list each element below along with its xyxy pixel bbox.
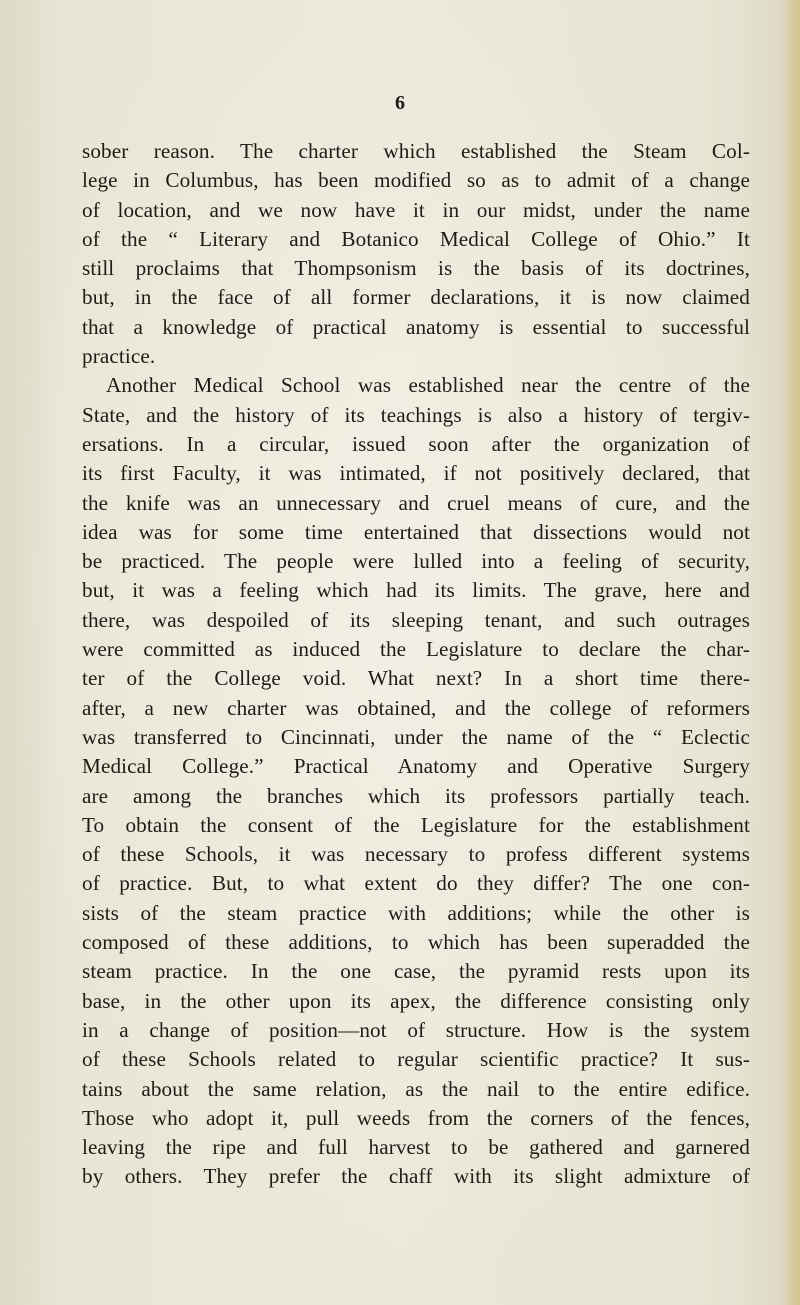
text-line: sober reason. The charter which established the Steam Col-	[82, 139, 750, 163]
text-line: practice.	[82, 344, 156, 369]
text-line: by others. They prefer the chaff with its slight admixture of	[82, 1164, 750, 1189]
text-line: of these Schools related to regular scientific practice? It sus-	[82, 1047, 750, 1072]
body-text	[82, 137, 750, 1192]
text-line: after, a new charter was obtained, and the college of reformers	[82, 695, 750, 720]
text-line: Medical College.” Practical Anatomy and Operative Surgery	[82, 754, 750, 779]
text-line: steam practice. In the one case, the pyramid rests upon its	[82, 959, 750, 984]
text-line: but, it was a feeling which had its limits. The grave, here and	[82, 578, 750, 603]
text-line: of these Schools, it was necessary to profess different systems	[82, 842, 750, 867]
text-line: State, and the history of its teachings is also a history of tergiv-	[82, 402, 750, 427]
text-line: still proclaims that Thompsonism is the basis of its doctrines,	[82, 256, 750, 281]
text-line: leaving the ripe and full harvest to be gathered and garnered	[82, 1135, 750, 1160]
text-line: of the “ Literary and Botanico Medical College of Ohio.” It	[82, 226, 750, 251]
text-line: composed of these additions, to which has been superadded the	[82, 930, 750, 955]
text-line: are among the branches which its professors partially teach.	[82, 783, 750, 808]
paragraph-start-line: Another Medical School was established near the centre of the	[106, 373, 750, 398]
text-line: were committed as induced the Legislature to declare the char-	[82, 637, 750, 662]
text-line: there, was despoiled of its sleeping tenant, and such outrages	[82, 607, 750, 632]
text-line: Those who adopt it, pull weeds from the corners of the fences,	[82, 1105, 750, 1130]
text-line: sists of the steam practice with additions; while the other is	[82, 900, 750, 925]
text-line: its first Faculty, it was intimated, if not positively declared, that	[82, 461, 750, 486]
page-number: 6	[395, 92, 405, 114]
text-line: that a knowledge of practical anatomy is essential to successful	[82, 314, 750, 339]
text-line: lege in Columbus, has been modified so as to admit of a change	[82, 168, 750, 193]
text-line: be practiced. The people were lulled into a feeling of security,	[82, 549, 750, 574]
text-line: in a change of position—not of structure. How is the system	[82, 1017, 750, 1042]
text-line: To obtain the consent of the Legislature for the establishment	[82, 812, 750, 837]
text-line: tains about the same relation, as the nail to the entire edifice.	[82, 1076, 750, 1101]
text-line: of location, and we now have it in our midst, under the name	[82, 197, 750, 222]
text-line: of practice. But, to what extent do they differ? The one con-	[82, 871, 750, 896]
text-line: but, in the face of all former declarations, it is now claimed	[82, 285, 750, 310]
text-line: ter of the College void. What next? In a short time there-	[82, 666, 750, 691]
text-line: base, in the other upon its apex, the difference consisting only	[82, 988, 750, 1013]
text-line: the knife was an unnecessary and cruel means of cure, and the	[82, 490, 750, 515]
text-line: idea was for some time entertained that dissections would not	[82, 519, 750, 544]
text-line: ersations. In a circular, issued soon after the organization of	[82, 431, 750, 456]
text-line: was transferred to Cincinnati, under the name of the “ Eclectic	[82, 724, 750, 749]
page-edge-shading	[780, 0, 800, 1305]
